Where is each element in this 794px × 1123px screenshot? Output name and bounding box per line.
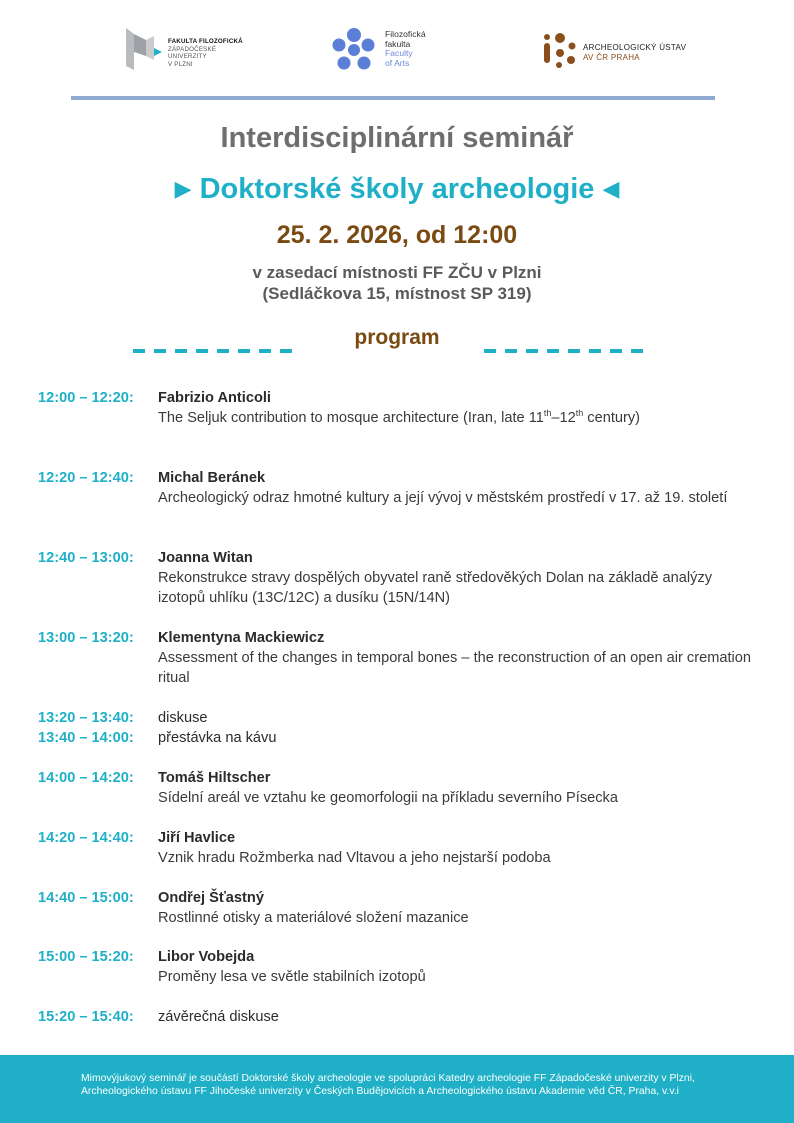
seminar-date: 25. 2. 2026, od 12:00 (276, 221, 518, 249)
entry-time: 15:20 – 15:40: (38, 1009, 134, 1025)
program-entry (38, 828, 758, 866)
entry-title: Rekonstrukce stravy dospělých obyvatel raně středověkých Dolan na základě analýzy izotopů uhlíku (13C/12C) a dusíku (15N/14N) (158, 570, 713, 606)
zcu-logo-icon (124, 26, 164, 72)
seminar-title: Interdisciplinární seminář (220, 122, 574, 154)
entry-speaker: Klementyna Mackiewicz (158, 630, 325, 646)
dash-line-right (484, 340, 652, 344)
program-entry (38, 468, 758, 506)
left-arrow-icon: ◀ (602, 176, 620, 201)
aru-logo-text: ARCHEOLOGICKÝ ÚSTAV AV ČR PRAHA (583, 43, 687, 62)
top-divider (71, 96, 715, 100)
entry-speaker: Tomáš Hiltscher (158, 770, 271, 786)
program-entry (38, 888, 758, 926)
entry-title: Sídelní areál ve vztahu ke geomorfologii na příkladu severního Písecka (158, 790, 618, 806)
entry-title: Assessment of the changes in temporal bones – the reconstruction of an open air cremation ritual (158, 650, 752, 686)
entry-time: 13:20 – 13:40: (38, 710, 134, 726)
subtitle-text: Doktorské školy archeologie (199, 173, 595, 205)
program-entry (38, 728, 758, 748)
footer-text: Mimovýjukový seminář je součástí Doktorské školy archeologie ve spolupráci Katedry archeologie FF Západočeské univerzity v Plzni, Archeologického ústavu FF Jihočeské univerzity v Českých Budějovicích a Archeologického ústavu Akademie věd ČR, Praha, v.v.i (81, 1073, 695, 1098)
program-entry (38, 768, 758, 806)
program-entry (38, 388, 758, 426)
flower-icon (330, 26, 378, 74)
zcu-logo-text: FAKULTA FILOZOFICKÁ ZÁPADOČESKÉ UNIVERZITY V PLZNI (168, 38, 243, 68)
archeologicky-ustav-logo (543, 24, 703, 76)
seminar-subtitle (0, 173, 794, 206)
entry-title: Proměny lesa ve světle stabilních izotopů (158, 969, 426, 985)
entry-time: 12:20 – 12:40: (38, 470, 134, 486)
entry-title: Rostlinné otisky a materiálové složení mazanice (158, 910, 469, 926)
zcu-faculty-logo (124, 24, 274, 76)
entry-label: závěrečná diskuse (158, 1009, 279, 1025)
program-entry (38, 628, 758, 686)
entry-label: přestávka na kávu (158, 730, 277, 746)
entry-speaker: Libor Vobejda (158, 949, 255, 965)
aru-dots-icon (543, 32, 579, 72)
entry-time: 13:40 – 14:00: (38, 730, 134, 746)
program-entry (38, 548, 758, 606)
program-entry (38, 1007, 758, 1027)
program-entry (38, 947, 758, 985)
entry-time: 13:00 – 13:20: (38, 630, 134, 646)
entry-label: diskuse (158, 710, 208, 726)
entry-speaker: Ondřej Šťastný (158, 890, 264, 906)
program-heading: program (354, 326, 440, 349)
entry-time: 14:40 – 15:00: (38, 890, 134, 906)
filozoficka-fakulta-logo (330, 24, 470, 76)
entry-speaker: Jiří Havlice (158, 830, 236, 846)
venue-line-2: (Sedláčkova 15, místnost SP 319) (262, 284, 532, 303)
ff-logo-text: Filozofická fakulta Faculty of Arts (385, 29, 426, 68)
entry-time: 15:00 – 15:20: (38, 949, 134, 965)
logo-bar (0, 24, 794, 76)
entry-title: Archeologický odraz hmotné kultury a její vývoj v městském prostředí v 17. až 19. století (158, 490, 728, 506)
entry-title: The Seljuk contribution to mosque architecture (Iran, late 11th–12th century) (158, 408, 641, 426)
entry-speaker: Joanna Witan (158, 550, 253, 566)
entry-title: Vznik hradu Rožmberka nad Vltavou a jeho nejstarší podoba (158, 850, 551, 866)
entry-time: 14:00 – 14:20: (38, 770, 134, 786)
entry-time: 12:40 – 13:00: (38, 550, 134, 566)
program-entry (38, 708, 758, 728)
entry-time: 14:20 – 14:40: (38, 830, 134, 846)
venue-line-1: v zasedací místnosti FF ZČU v Plzni (252, 263, 542, 282)
entry-speaker: Fabrizio Anticoli (158, 390, 271, 406)
venue (0, 262, 794, 304)
footer-banner (0, 1055, 794, 1123)
right-arrow-icon: ▶ (174, 176, 192, 201)
entry-time: 12:00 – 12:20: (38, 390, 134, 406)
entry-speaker: Michal Beránek (158, 470, 266, 486)
